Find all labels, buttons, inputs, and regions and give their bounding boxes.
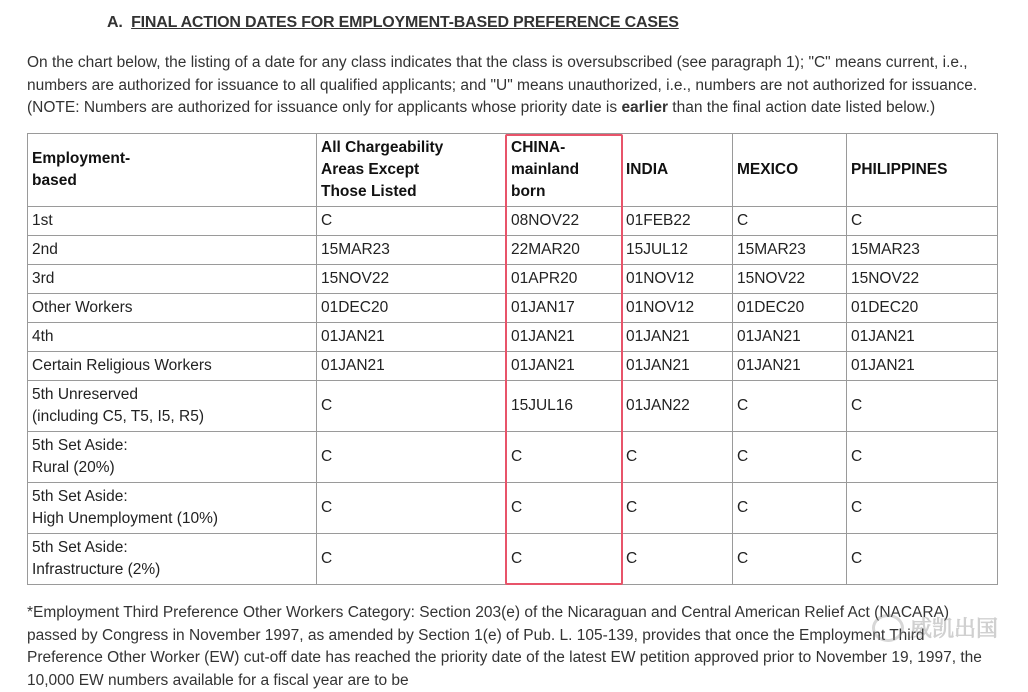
table-row: [28, 236, 998, 265]
cell-india: 01NOV12: [622, 294, 733, 323]
cell-china: 15JUL16: [507, 381, 622, 432]
watermark-text: 威凯出国: [909, 616, 998, 641]
header-line: based: [32, 172, 77, 189]
cell-china: 01JAN21: [507, 323, 622, 352]
category-cell: [28, 207, 317, 236]
category-line: (including C5, T5, I5, R5): [32, 408, 205, 425]
header-line: MEXICO: [737, 161, 799, 178]
cell-mexico: 01JAN21: [733, 352, 847, 381]
cell-all-chargeability: C: [317, 381, 507, 432]
category-line: 2nd: [32, 241, 58, 258]
header-line: mainland: [511, 161, 580, 178]
final-action-dates-table: [27, 133, 998, 585]
cell-china: C: [507, 483, 622, 534]
cell-philippines: C: [847, 207, 998, 236]
cell-china: C: [507, 432, 622, 483]
cell-philippines: 01JAN21: [847, 352, 998, 381]
category-line: Infrastructure (2%): [32, 561, 161, 578]
cell-china: 22MAR20: [507, 236, 622, 265]
cell-india: 01JAN21: [622, 323, 733, 352]
cell-mexico: 01JAN21: [733, 323, 847, 352]
cell-all-chargeability: C: [317, 432, 507, 483]
cell-india: C: [622, 432, 733, 483]
table-row: [28, 294, 998, 323]
section-title: FINAL ACTION DATES FOR EMPLOYMENT-BASED PREFERENCE CASES: [131, 14, 679, 31]
header-line: Employment-: [32, 150, 131, 167]
category-cell: [28, 323, 317, 352]
cell-mexico: C: [733, 534, 847, 585]
section-letter: A.: [107, 14, 123, 31]
cell-all-chargeability: 15NOV22: [317, 265, 507, 294]
table-header-row: [28, 134, 998, 207]
intro-bold-word: earlier: [621, 99, 668, 116]
table-row: [28, 352, 998, 381]
cell-china: 08NOV22: [507, 207, 622, 236]
cell-all-chargeability: 01JAN21: [317, 352, 507, 381]
category-cell: [28, 352, 317, 381]
table-row: [28, 381, 998, 432]
cell-mexico: C: [733, 381, 847, 432]
cell-china: 01JAN17: [507, 294, 622, 323]
table-row: [28, 265, 998, 294]
header-line: INDIA: [626, 161, 669, 178]
category-cell: [28, 534, 317, 585]
category-line: 1st: [32, 212, 53, 229]
category-cell: [28, 381, 317, 432]
cell-mexico: 15MAR23: [733, 236, 847, 265]
intro-text-2: than the final action date listed below.): [667, 99, 936, 116]
header-line: Areas Except: [321, 161, 420, 178]
table-row: [28, 207, 998, 236]
category-line: 5th Set Aside:: [32, 488, 128, 505]
header-mexico: [733, 134, 847, 207]
category-line: 3rd: [32, 270, 55, 287]
cell-all-chargeability: C: [317, 207, 507, 236]
category-line: 5th Unreserved: [32, 386, 138, 403]
cell-mexico: C: [733, 207, 847, 236]
cell-philippines: C: [847, 483, 998, 534]
cell-philippines: 15MAR23: [847, 236, 998, 265]
cell-all-chargeability: C: [317, 534, 507, 585]
header-line: born: [511, 183, 546, 200]
category-line: 5th Set Aside:: [32, 437, 128, 454]
table-row: [28, 534, 998, 585]
cell-all-chargeability: 01DEC20: [317, 294, 507, 323]
header-philippines: [847, 134, 998, 207]
intro-paragraph: [27, 52, 1002, 120]
header-china: [507, 134, 622, 207]
cell-india: 01JAN22: [622, 381, 733, 432]
cell-all-chargeability: C: [317, 483, 507, 534]
table-row: [28, 432, 998, 483]
table-body: [28, 207, 998, 585]
category-line: Certain Religious Workers: [32, 357, 212, 374]
cell-india: C: [622, 483, 733, 534]
category-line: 4th: [32, 328, 54, 345]
cell-philippines: 01DEC20: [847, 294, 998, 323]
cell-india: C: [622, 534, 733, 585]
cell-philippines: C: [847, 534, 998, 585]
cell-india: 15JUL12: [622, 236, 733, 265]
cell-philippines: C: [847, 381, 998, 432]
cell-india: 01NOV12: [622, 265, 733, 294]
header-line: All Chargeability: [321, 139, 444, 156]
table-row: [28, 483, 998, 534]
category-line: Other Workers: [32, 299, 133, 316]
category-line: High Unemployment (10%): [32, 510, 219, 527]
header-line: PHILIPPINES: [851, 161, 948, 178]
cell-mexico: 01DEC20: [733, 294, 847, 323]
watermark: [872, 612, 998, 643]
footnote-paragraph: *Employment Third Preference Other Workers Category: Section 203(e) of the Nicaraguan and Central American Relief Act (NACARA) passed by Congress in November 1997, as amended by Section 1(e) of Pub. L. 105-139, provides that once the Employment Third Preference Other Worker (EW) cut-off date has reached the priority date of the latest EW petition approved prior to November 19, 1997, the 10,000 EW numbers available for a fiscal year are to be: [27, 604, 982, 689]
cell-china: 01JAN21: [507, 352, 622, 381]
section-heading: [107, 14, 679, 32]
category-cell: [28, 483, 317, 534]
category-cell: [28, 236, 317, 265]
cell-philippines: C: [847, 432, 998, 483]
cell-china: 01APR20: [507, 265, 622, 294]
cell-all-chargeability: 01JAN21: [317, 323, 507, 352]
cell-all-chargeability: 15MAR23: [317, 236, 507, 265]
intro-text-1: On the chart below, the listing of a date for any class indicates that the class is oversubscribed (see paragraph 1); "C" means current, i.e., numbers are authorized for issuance to all qualified applicants; and "U" means unauthorized, i.e., numbers are not authorized for issuance. (NOTE: Numbers are authorized for issuance only for applicants whose priority date is: [27, 54, 978, 116]
category-line: 5th Set Aside:: [32, 539, 128, 556]
category-cell: [28, 432, 317, 483]
header-employment-based: [28, 134, 317, 207]
cell-mexico: 15NOV22: [733, 265, 847, 294]
header-india: [622, 134, 733, 207]
cell-india: 01JAN21: [622, 352, 733, 381]
cell-mexico: C: [733, 432, 847, 483]
header-line: Those Listed: [321, 183, 417, 200]
header-all-chargeability: [317, 134, 507, 207]
header-line: CHINA-: [511, 139, 566, 156]
cell-china: C: [507, 534, 622, 585]
category-cell: [28, 265, 317, 294]
category-cell: [28, 294, 317, 323]
table-row: [28, 323, 998, 352]
category-line: Rural (20%): [32, 459, 115, 476]
wechat-logo-icon: [872, 614, 904, 642]
cell-india: 01FEB22: [622, 207, 733, 236]
cell-philippines: 01JAN21: [847, 323, 998, 352]
cell-philippines: 15NOV22: [847, 265, 998, 294]
cell-mexico: C: [733, 483, 847, 534]
